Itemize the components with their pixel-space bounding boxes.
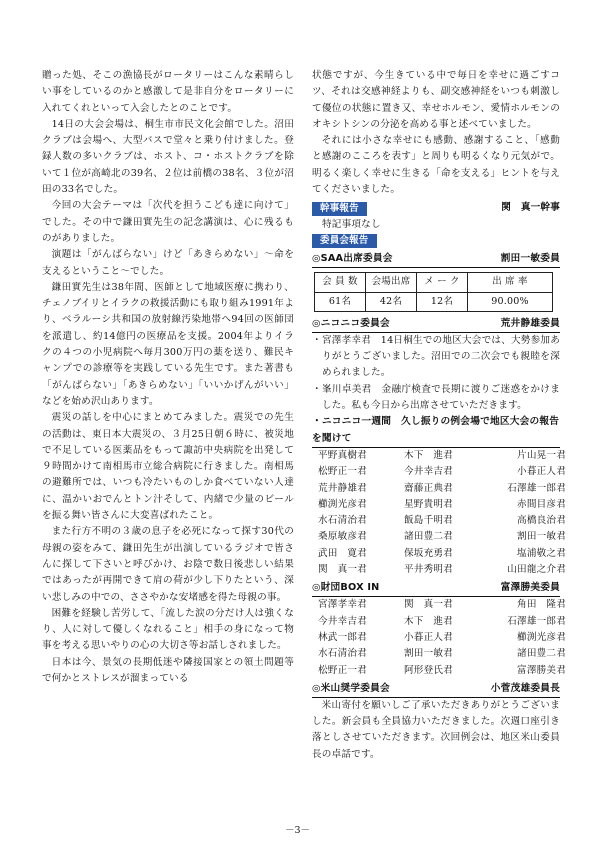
bullet-text: 峯川卓美君 金融庁検査で長期に渡りご迷惑をかけました。私も今日から出席させていただきます。 [322, 383, 560, 412]
bullet-mark: ・ [312, 334, 322, 346]
member-name: 関 真一君 [318, 564, 367, 576]
value-cell: 61名 [315, 292, 366, 311]
paragraph: 演題は「がんばらない」けど「あきらめない」～命を支えるということ～でした。 [42, 249, 294, 277]
page-number: －3－ [284, 825, 311, 836]
member-name: 関 真一君 [404, 599, 453, 611]
attendance-table [314, 272, 553, 312]
value-cell: 90.00% [468, 292, 553, 311]
yoneyama-person: 小菅茂雄委員長 [490, 682, 560, 694]
member-name: 角田 隆君 [517, 599, 566, 611]
member-name: 小暮正人君 [517, 466, 566, 478]
kanji-report-label: 幹事報告 [312, 202, 367, 216]
member-name: 今井幸吉君 [404, 466, 453, 478]
saa-person: 割田一敏委員 [500, 253, 560, 265]
member-name: 諸田豊二君 [517, 648, 566, 660]
member-name: 櫛渕光彦君 [517, 631, 566, 643]
header-cell: 出 席 率 [468, 273, 553, 292]
paragraph: それには小さな幸せにも感動、感謝すること、「感動と感謝のこころを表す」と周りも明るくなり元気がで。明るく楽しく幸せに生きる「命を支える」ヒントを与えてくださいました。 [312, 135, 560, 196]
member-name: 木下 進君 [404, 449, 453, 461]
member-name: 諸田豊二君 [404, 531, 453, 543]
saa-title: ◎SAA出席委員会 [312, 253, 393, 265]
paragraph: 日本は今、景気の長期低迷や隣接国家との領土問題等で何かとストレスが溜まっている [42, 656, 294, 684]
paragraph: 鎌田實先生は38年間、医師として地域医療に携わり、チェノブイリとイラクの救援活動にも取り組み1991年より、ベラルーシ共和国の放射線汚染地帯へ94回の医師団を派遣し、約14億円の医療品を支援。2004年よりイラクの４つの小児病院へ毎月300万円の薬を送り、難民キャンプでの診療等を実践している先生です。また著書も「がんばらない」「あきらめない」「いいかげんがいい」などを始め沢山あります。 [42, 281, 294, 407]
kanji-report-header [312, 200, 560, 216]
member-name: 片山晃一君 [517, 449, 566, 461]
yoneyama-title: ◎米山奨学委員会 [312, 682, 390, 694]
member-name: 保坂充勇君 [404, 547, 453, 559]
member-name: 櫛渕光彦君 [318, 498, 367, 510]
member-name: 塩浦敬之君 [517, 547, 566, 559]
paragraph: 状態ですが、今生きている中で毎日を幸せに過ごすコツ、それは交感神経よりも、副交感神経をいつも刺激して優位の状態に置き又、幸せホルモン、愛情ホルモンのオキシトシンの分泌を高める事と述べていました。 [312, 70, 560, 130]
member-name: 林武一郎君 [318, 631, 367, 643]
niko-section-header [312, 316, 560, 333]
paragraph: 困難を経験し苦労して、「流した涙の分だけ人は強くなり、人に対して優しくなれること」相手の身になって物事を考える思いやりの心の大切さ等お話しされました。 [42, 607, 294, 652]
list-item [312, 382, 560, 415]
member-name: 飯島千明君 [404, 515, 453, 527]
member-name: 荒井静雄君 [318, 482, 367, 494]
bullet-text: 宮澤孝幸君 14日桐生での地区大会では、大勢参加ありがとうございました。沼田での二次会でも親睦を深められました。 [322, 334, 560, 379]
member-name: 木下 進君 [404, 615, 453, 627]
value-cell: 12名 [417, 292, 468, 311]
header-cell: 会場出席 [366, 273, 417, 292]
value-cell: 42名 [366, 292, 417, 311]
kanji-report-body: 特記事項なし [322, 218, 381, 230]
header-cell: 会 員 数 [315, 273, 366, 292]
right-column [312, 68, 566, 763]
bullet-mark: ・ [312, 383, 322, 395]
paragraph: また行方不明の３歳の息子を必死になって探す30代の母親の姿をみて、鎌田先生が出演しているラジオで皆さんに探して下さいと呼びかけ、お陰で数日後悲しい結果ではあったが再開できて肩の荷が少し下りたという、深い悲しみの中での、ささやかな安堵感を得た母親の事。 [42, 526, 294, 603]
committee-report-label: 委員会報告 [312, 234, 377, 248]
box-section-header [312, 580, 560, 597]
committee-report-header [312, 233, 560, 249]
member-name: 石澤雄一郎君 [507, 482, 566, 494]
member-name: 齋藤正典君 [404, 482, 453, 494]
header-cell: メ ー ク [417, 273, 468, 292]
member-name: 山田龍之介君 [507, 564, 566, 576]
member-name: 高橋良治君 [517, 515, 566, 527]
member-name: 割田一敏君 [404, 648, 453, 660]
box-title: ◎財団BOX IN [312, 582, 380, 594]
saa-section-header [312, 251, 560, 268]
member-name: 赤間目彦君 [517, 498, 566, 510]
paragraph: 今回の大会テーマは「次代を担うこども達に向けて」でした。その中で鎌田實先生の記念講演は、心に残るものがありました。 [42, 200, 294, 244]
list-item [312, 333, 560, 382]
niko-title: ◎ニコニコ委員会 [312, 317, 390, 329]
member-name: 桑原敏彦君 [318, 531, 367, 543]
left-column [42, 68, 294, 687]
niko-week-title: ・ニコニコ一週間 久し振りの例会場で地区大会の報告を聞けて [312, 414, 560, 448]
member-name: 平井秀明君 [404, 564, 453, 576]
member-name: 水石清治君 [318, 648, 367, 660]
paragraph: 贈った処、そこの漁協長がロータリーはこんな素晴らしい事をしているのかと感激して是非自分をロータリーに入れてくれといって入会したとのことです。 [42, 70, 294, 114]
table-row [315, 292, 553, 311]
member-name: 阿形登氏君 [404, 664, 453, 676]
niko-names-list [318, 448, 566, 578]
member-name: 武田 寛君 [318, 547, 367, 559]
table-row [315, 273, 553, 292]
box-names-list [318, 597, 566, 678]
paragraph: 震災の話しを中心にまとめてみました。震災での先生の活動は、東日本大震災の、３月25日朝６時に、被災地で不足している医薬品をもって諏訪中央病院を出発して９時間かけて南相馬市立総合病院に行きました。南相馬の避難所では、いつも冷たいものしか食べていない人達に、温かいおでんとトン汁そして、内緒で少量のビールを振る舞い皆さんに大変喜ばれたこと。 [42, 412, 294, 522]
member-name: 松野正一君 [318, 664, 367, 676]
kanji-report-person: 関 真一幹事 [501, 202, 560, 214]
member-name: 今井幸吉君 [318, 615, 367, 627]
member-name: 松野正一君 [318, 466, 367, 478]
member-name: 平野真樹君 [318, 449, 367, 461]
member-name: 星野貴明君 [404, 498, 453, 510]
member-name: 石澤雄一郎君 [507, 615, 566, 627]
paragraph: 14日の大会会場は、桐生市市民文化会館でした。沼田クラブは会場へ、大型バスで堂々と乗り付けました。登録人数の多いクラブは、ホスト、コ・ホストクラブを除いて１位が高崎北の39名、２位は前橋の38名、３位が沼田の33名でした。 [42, 118, 294, 196]
member-name: 小暮正人君 [404, 631, 453, 643]
niko-person: 荒井静雄委員 [500, 317, 560, 329]
yoneyama-section-header [312, 681, 560, 698]
member-name: 水石清治君 [318, 515, 367, 527]
member-name: 富澤勝美君 [517, 664, 566, 676]
box-person: 富澤勝美委員 [500, 582, 560, 594]
member-name: 割田一敏君 [517, 531, 566, 543]
member-name: 宮澤孝幸君 [318, 599, 367, 611]
yoneyama-body: 米山寄付を願いしご了承いただきありがとうございました。新会員も全員協力いただきました。次週口座引き落としさせていただきます。次回例会は、地区米山委員長の卓話です。 [312, 699, 560, 760]
